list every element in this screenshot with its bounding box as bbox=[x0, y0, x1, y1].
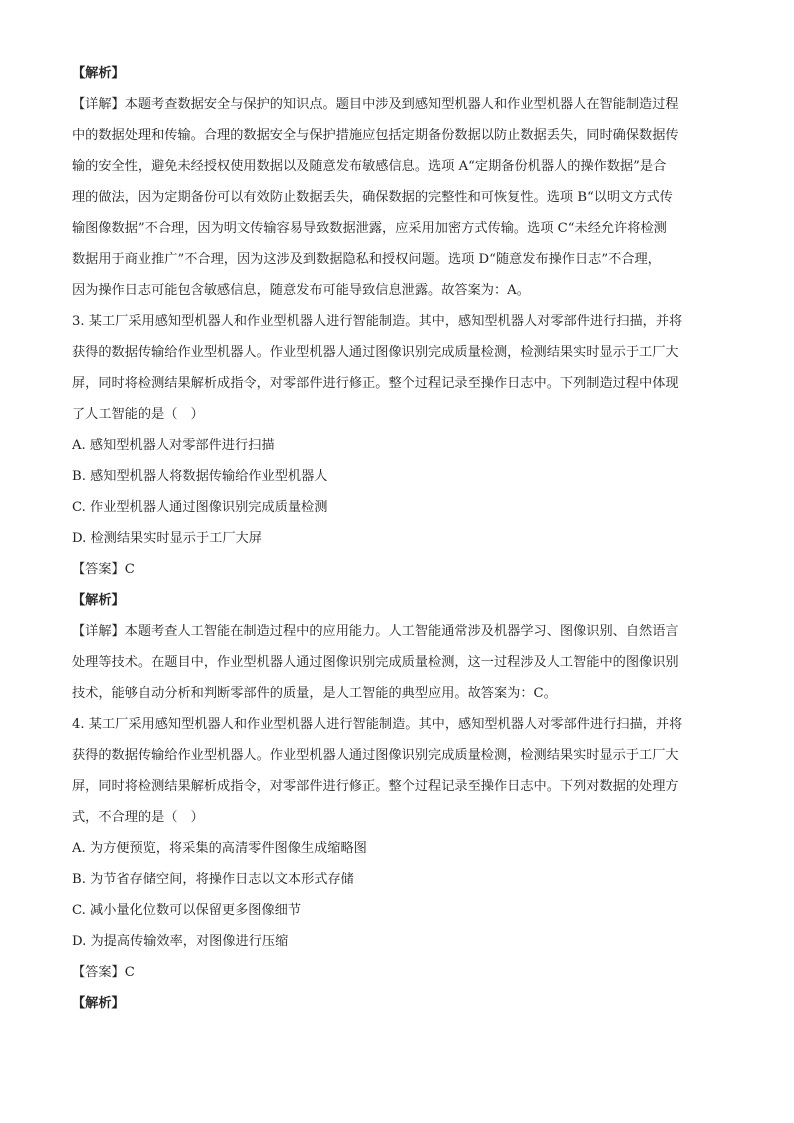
paragraph-line: 中的数据处理和传输。合理的数据安全与保护措施应包括定期备份数据以防止数据丢失，同时确保数据传 bbox=[72, 128, 679, 143]
analysis-label: 【解析】 bbox=[72, 593, 125, 608]
document-content bbox=[72, 58, 722, 1019]
option-a: A. 为方便预览，将采集的高清零件图像生成缩略图 bbox=[72, 841, 367, 856]
detail-paragraph-1 bbox=[72, 89, 722, 306]
question-3 bbox=[72, 306, 722, 430]
option-d: D. 为提高传输效率，对图像进行压缩 bbox=[72, 934, 289, 949]
option-b: B. 感知型机器人将数据传输给作业型机器人 bbox=[72, 469, 328, 484]
answer-line: 【答案】C bbox=[72, 562, 135, 577]
paragraph-line: 理的做法，因为定期备份可以有效防止数据丢失，确保数据的完整性和可恢复性。选项 B“以明文方式传 bbox=[72, 190, 673, 205]
paragraph-line: 数据用于商业推广”不合理，因为这涉及到数据隐私和授权问题。选项 D“随意发布操作日志”不合理， bbox=[72, 252, 661, 267]
paragraph-line: 【详解】本题考查数据安全与保护的知识点。题目中涉及到感知型机器人和作业型机器人在智能制造过程 bbox=[72, 97, 679, 112]
question-3-options bbox=[72, 430, 722, 554]
paragraph-line: 【详解】本题考查人工智能在制造过程中的应用能力。人工智能通常涉及机器学习、图像识别、自然语言 bbox=[72, 624, 679, 639]
question-line: 屏，同时将检测结果解析成指令，对零部件进行修正。整个过程记录至操作日志中。下列制造过程中体现 bbox=[72, 376, 679, 391]
answer-line: 【答案】C bbox=[72, 965, 135, 980]
question-line: 屏，同时将检测结果解析成指令，对零部件进行修正。整个过程记录至操作日志中。下列对数据的处理方 bbox=[72, 779, 679, 794]
option-c: C. 减小量化位数可以保留更多图像细节 bbox=[72, 903, 302, 918]
question-line: 了人工智能的是（ ） bbox=[72, 407, 204, 422]
paragraph-line: 处理等技术。在题目中，作业型机器人通过图像识别完成质量检测，这一过程涉及人工智能中的图像识别 bbox=[72, 655, 679, 670]
paragraph-line: 因为操作日志可能包含敏感信息，随意发布可能导致信息泄露。故答案为：A。 bbox=[72, 283, 530, 298]
question-line: 4. 某工厂采用感知型机器人和作业型机器人进行智能制造。其中，感知型机器人对零部件进行扫描，并将 bbox=[72, 717, 683, 732]
question-line: 式，不合理的是（ ） bbox=[72, 810, 204, 825]
option-d: D. 检测结果实时显示于工厂大屏 bbox=[72, 531, 262, 546]
analysis-label: 【解析】 bbox=[72, 66, 125, 81]
option-c: C. 作业型机器人通过图像识别完成质量检测 bbox=[72, 500, 328, 515]
analysis-label: 【解析】 bbox=[72, 996, 125, 1011]
paragraph-line: 技术，能够自动分析和判断零部件的质量，是人工智能的典型应用。故答案为：C。 bbox=[72, 686, 557, 701]
detail-paragraph-2 bbox=[72, 616, 722, 709]
question-line: 获得的数据传输给作业型机器人。作业型机器人通过图像识别完成质量检测，检测结果实时显示于工厂大 bbox=[72, 748, 679, 763]
paragraph-line: 输的安全性，避免未经授权使用数据以及随意发布敏感信息。选项 A“定期备份机器人的操作数据”是合 bbox=[72, 159, 667, 174]
option-a: A. 感知型机器人对零部件进行扫描 bbox=[72, 438, 275, 453]
question-line: 获得的数据传输给作业型机器人。作业型机器人通过图像识别完成质量检测，检测结果实时显示于工厂大 bbox=[72, 345, 679, 360]
option-b: B. 为节省存储空间，将操作日志以文本形式存储 bbox=[72, 872, 354, 887]
paragraph-line: 输图像数据”不合理，因为明文传输容易导致数据泄露，应采用加密方式传输。选项 C“未经允许将检测 bbox=[72, 221, 667, 236]
question-4-options bbox=[72, 833, 722, 957]
question-4 bbox=[72, 709, 722, 833]
question-line: 3. 某工厂采用感知型机器人和作业型机器人进行智能制造。其中，感知型机器人对零部件进行扫描，并将 bbox=[72, 314, 683, 329]
